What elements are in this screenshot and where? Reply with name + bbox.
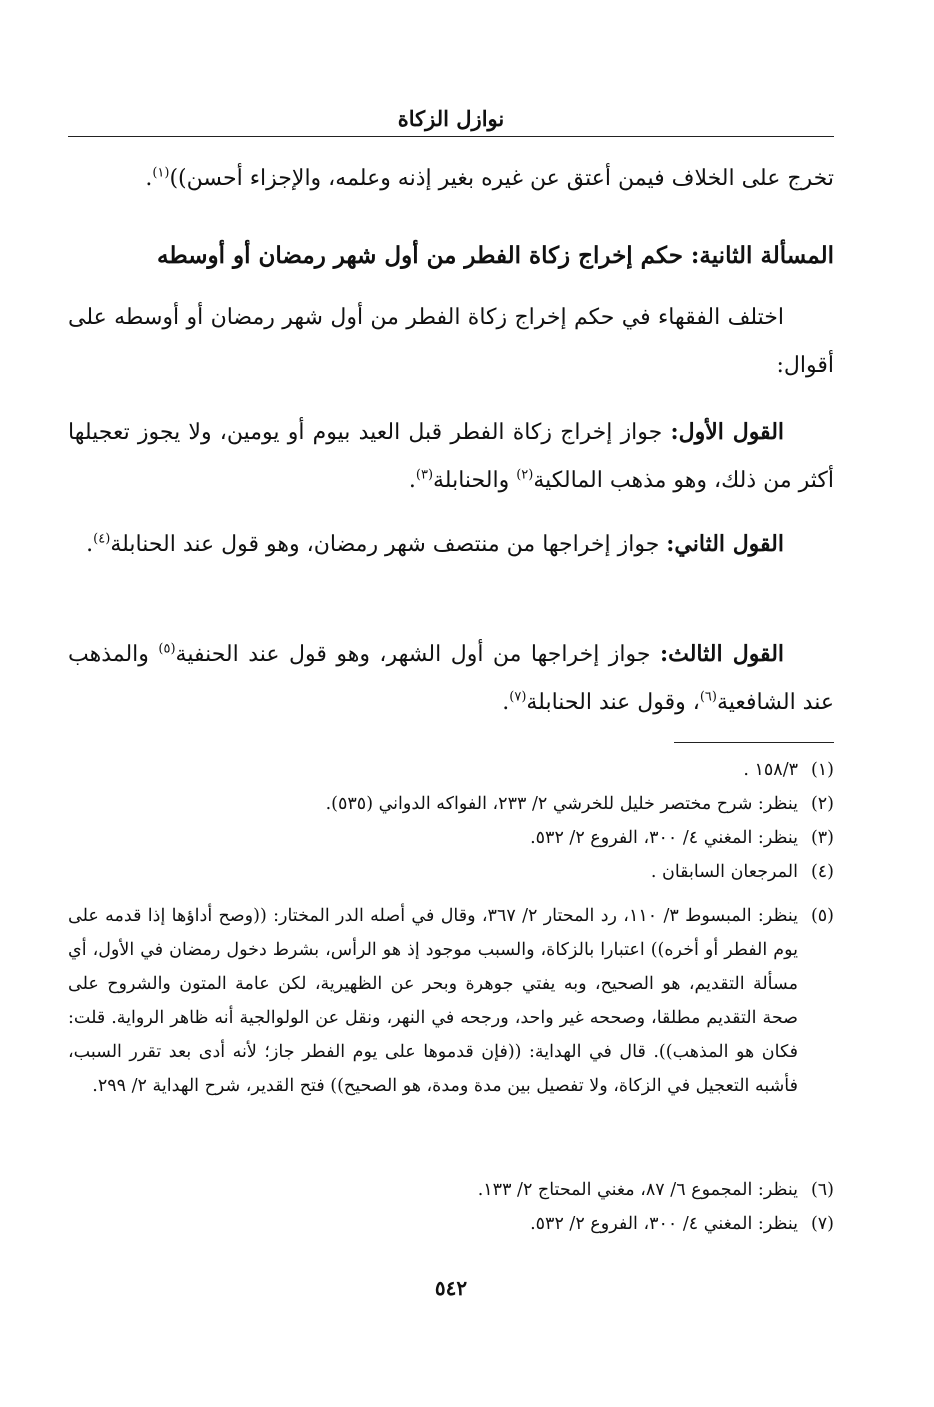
page-number: ٥٤٢ [434, 1276, 468, 1300]
footnote-5 [68, 899, 834, 1103]
footnote-number: (٤) [810, 862, 834, 882]
opinion-text: جواز إخراجها من أول الشهر، وهو قول عند الحنفية [175, 642, 660, 667]
opinion-text: والحنابلة [433, 468, 517, 493]
intro-text: تخرج على الخلاف فيمن أعتق عن غيره بغير إذنه وعلمه، والإجزاء أحسن)) [169, 166, 834, 191]
footnote-text: ينظر: المغني ٤/ ٣٠٠، الفروع ٢/ ٥٣٢. [530, 828, 798, 848]
period: . [408, 468, 416, 493]
footnote-ref: (٢) [516, 467, 534, 483]
opinion-text: جواز إخراج زكاة الفطر قبل العيد بيوم أو يومين، ولا يجوز تعجيلها أكثر من ذلك، وهو مذهب المالكية [68, 420, 834, 493]
opening-paragraph: اختلف الفقهاء في حكم إخراج زكاة الفطر من أول شهر رمضان أو أوسطه على أقوال: [68, 305, 834, 378]
third-opinion [68, 630, 834, 727]
second-opinion [68, 520, 834, 569]
footnote-1 [68, 753, 834, 787]
footnote-text: ينظر: شرح مختصر خليل للخرشي ٢/ ٢٣٣، الفواكه الدواني (٥٣٥). [325, 794, 798, 814]
footnote-3 [68, 821, 834, 855]
footnote-text: ينظر: المغني ٤/ ٣٠٠، الفروع ٢/ ٥٣٢. [530, 1214, 798, 1234]
opinion-label: القول الثاني: [666, 531, 784, 557]
intro-paragraph [68, 155, 834, 203]
footnote-separator [674, 742, 834, 743]
footnote-text: ١٥٨/٣ . [743, 760, 798, 780]
footnote-number: (١) [810, 760, 834, 780]
period: . [86, 532, 94, 557]
footnote-text: ينظر: المبسوط ٣/ ١١٠، رد المحتار ٢/ ٣٦٧، وقال في أصله الدر المختار: ((وصح أداؤها إذا قدمه على يوم الفطر أو أخره)) اعتبارا بالزكاة، والسبب موجود إذ هو الرأس، بشرط دخول رمضان في الأول، أي مسألة التقديم، هو الصحيح، وبه يفتي جوهرة وبحر عن الظهيرية، لكن عامة المتون والشروح على صحة التقديم مطلقا، وصححه غير واحد، ورجحه في النهر، ونقل عن الولوالجية أنه ظاهر الرواية. قلت: فكان هو المذهب)). قال في الهداية: ((فإن قدموها على يوم الفطر جاز؛ لأنه أدى بعد تقرر السبب، فأشبه التعجيل في الزكاة، ولا تفصيل بين مدة ومدة، هو الصحيح)) فتح القدير، شرح الهداية ٢/ ٢٩٩. [68, 906, 798, 1096]
footnote-6 [68, 1173, 834, 1207]
opinion-text: ، وقول عند الحنابلة [526, 690, 700, 715]
header-rule [68, 136, 834, 137]
period: . [145, 166, 153, 191]
running-header: نوازل الزكاة [397, 106, 505, 131]
footnote-text: المرجعان السابقان . [650, 862, 798, 882]
footnote-ref: (٥) [158, 641, 176, 657]
footnote-7 [68, 1207, 834, 1241]
footnote-number: (٦) [810, 1180, 834, 1200]
period: . [502, 690, 510, 715]
opinion-text: جواز إخراجها من منتصف شهر رمضان، وهو قول عند الحنابلة [110, 532, 667, 557]
first-opinion [68, 408, 834, 505]
section-heading: المسألة الثانية: حكم إخراج زكاة الفطر من أول شهر رمضان أو أوسطه [157, 242, 834, 269]
footnote-ref: (٧) [509, 689, 527, 705]
opinion-label: القول الأول: [670, 419, 785, 445]
book-page [68, 0, 834, 1407]
footnote-ref: (٣) [415, 467, 434, 483]
footnote-4 [68, 855, 834, 889]
footnote-number: (٣) [810, 828, 834, 848]
footnote-ref: (٦) [699, 689, 717, 705]
footnote-number: (٥) [810, 906, 834, 926]
footnote-ref: (٤) [93, 531, 111, 547]
opinion-label: القول الثالث: [659, 641, 785, 667]
opinion-text: والمذهب عند الشافعية [68, 642, 834, 715]
footnote-2 [68, 787, 834, 821]
footnote-number: (٢) [810, 794, 834, 814]
footnote-ref: (١) [152, 165, 170, 181]
footnote-number: (٧) [810, 1214, 834, 1234]
footnote-text: ينظر: المجموع ٦/ ٨٧، مغني المحتاج ٢/ ١٣٣. [477, 1180, 798, 1200]
